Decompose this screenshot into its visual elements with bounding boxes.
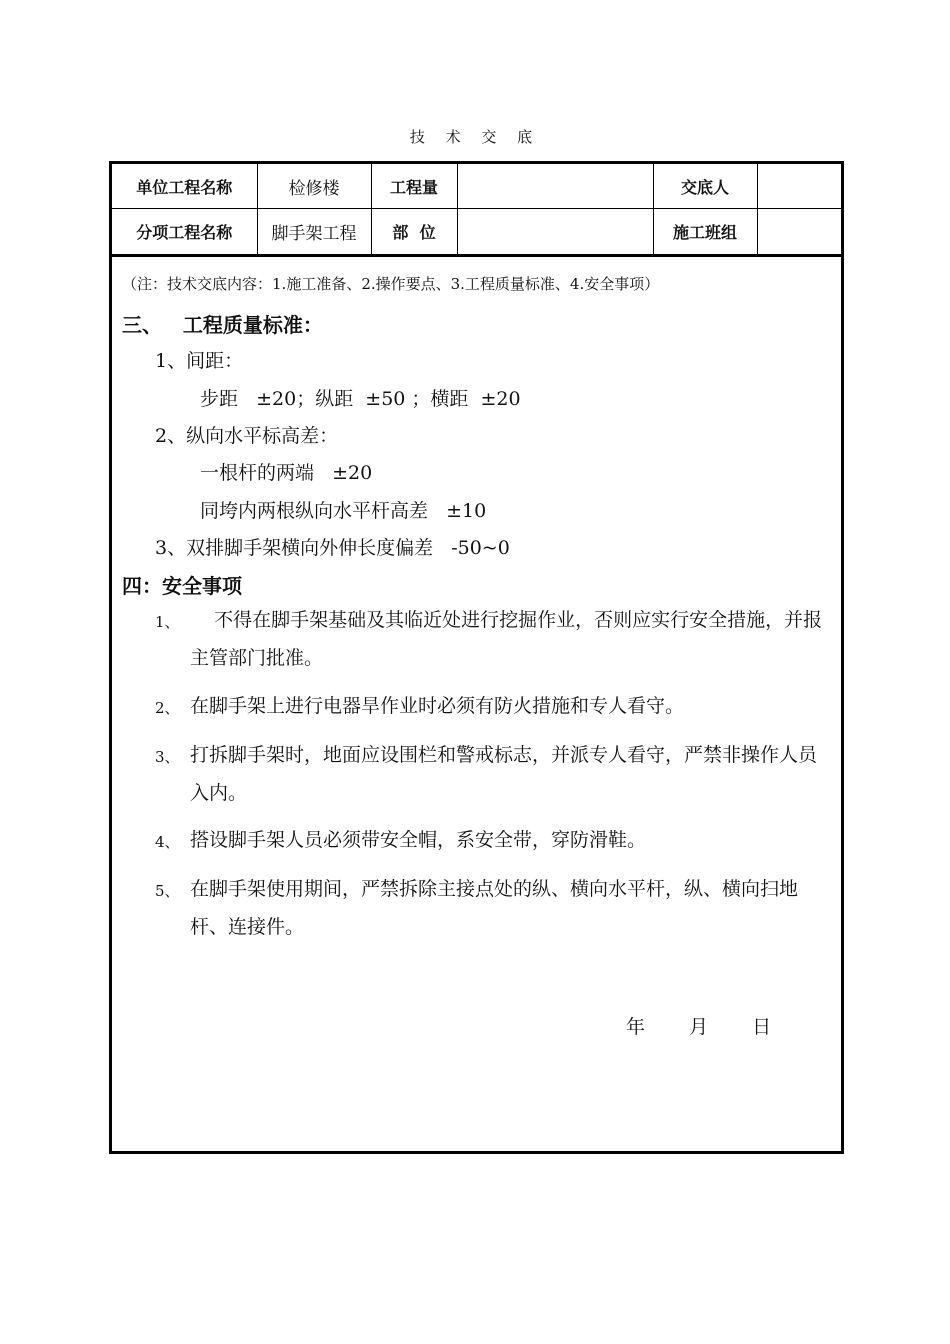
position-value (457, 209, 653, 256)
quality-line: 一根杆的两端 ±20 (200, 462, 373, 484)
safety-item-number: 5、 (155, 882, 180, 900)
disclosure-form (109, 161, 844, 1154)
subitem-label: 分项工程名称 (112, 209, 257, 256)
quality-line: 1、间距： (155, 350, 244, 372)
safety-item-number: 3、 (155, 748, 180, 766)
quantity-label: 工程量 (371, 164, 457, 209)
safety-item-number: 2、 (155, 699, 180, 717)
position-label: 部 位 (371, 209, 457, 256)
quality-line: 3、双排脚手架横向外伸长度偏差 -50~0 (155, 537, 510, 559)
team-value (757, 209, 841, 256)
safety-item-text: 在脚手架上进行电器旱作业时必须有防火措施和专人看守。 (190, 695, 685, 717)
header-table (112, 164, 841, 257)
document-title: 技 术 交 底 (409, 128, 541, 146)
safety-item-text: 搭设脚手架人员必须带安全帽，系安全带，穿防滑鞋。 (190, 829, 647, 851)
safety-item-text: 在脚手架使用期间，严禁拆除主接点处的纵、横向水平杆，纵、横向扫地杆、连接件。 (190, 878, 799, 938)
presenter-label: 交底人 (653, 164, 757, 209)
content-note: （注：技术交底内容：1.施工准备、2.操作要点、3.工程质量标准、4.安全事项） (122, 275, 660, 293)
unit-value: 检修楼 (257, 164, 371, 209)
quality-line: 2、纵向水平标高差： (155, 425, 339, 447)
safety-item-text: 不得在脚手架基础及其临近处进行挖掘作业，否则应实行安全措施，并报主管部门批准。 (190, 609, 823, 669)
section-3-heading: 三、 工程质量标准： (122, 313, 323, 337)
unit-label: 单位工程名称 (112, 164, 257, 209)
subitem-value: 脚手架工程 (257, 209, 371, 256)
safety-item-number: 1、 (155, 613, 180, 631)
quality-line: 步距 ±20；纵距 ±50 ；横距 ±20 (200, 388, 521, 410)
safety-item (155, 736, 835, 812)
safety-item-number: 4、 (155, 833, 180, 851)
presenter-value (757, 164, 841, 209)
quantity-value (457, 164, 653, 209)
header-row-1 (112, 164, 841, 209)
section-4-heading: 四：安全事项 (122, 574, 242, 598)
safety-item-text: 打拆脚手架时，地面应设围栏和警戒标志，并派专人看守，严禁非操作人员入内。 (190, 744, 818, 804)
date-line: 年 月 日 (626, 1016, 772, 1038)
safety-item (155, 821, 835, 859)
quality-line: 同垮内两根纵向水平杆高差 ±10 (200, 500, 487, 522)
team-label: 施工班组 (653, 209, 757, 256)
header-row-2 (112, 209, 841, 256)
safety-item (155, 870, 835, 946)
safety-item (155, 687, 835, 725)
safety-item (155, 601, 835, 677)
